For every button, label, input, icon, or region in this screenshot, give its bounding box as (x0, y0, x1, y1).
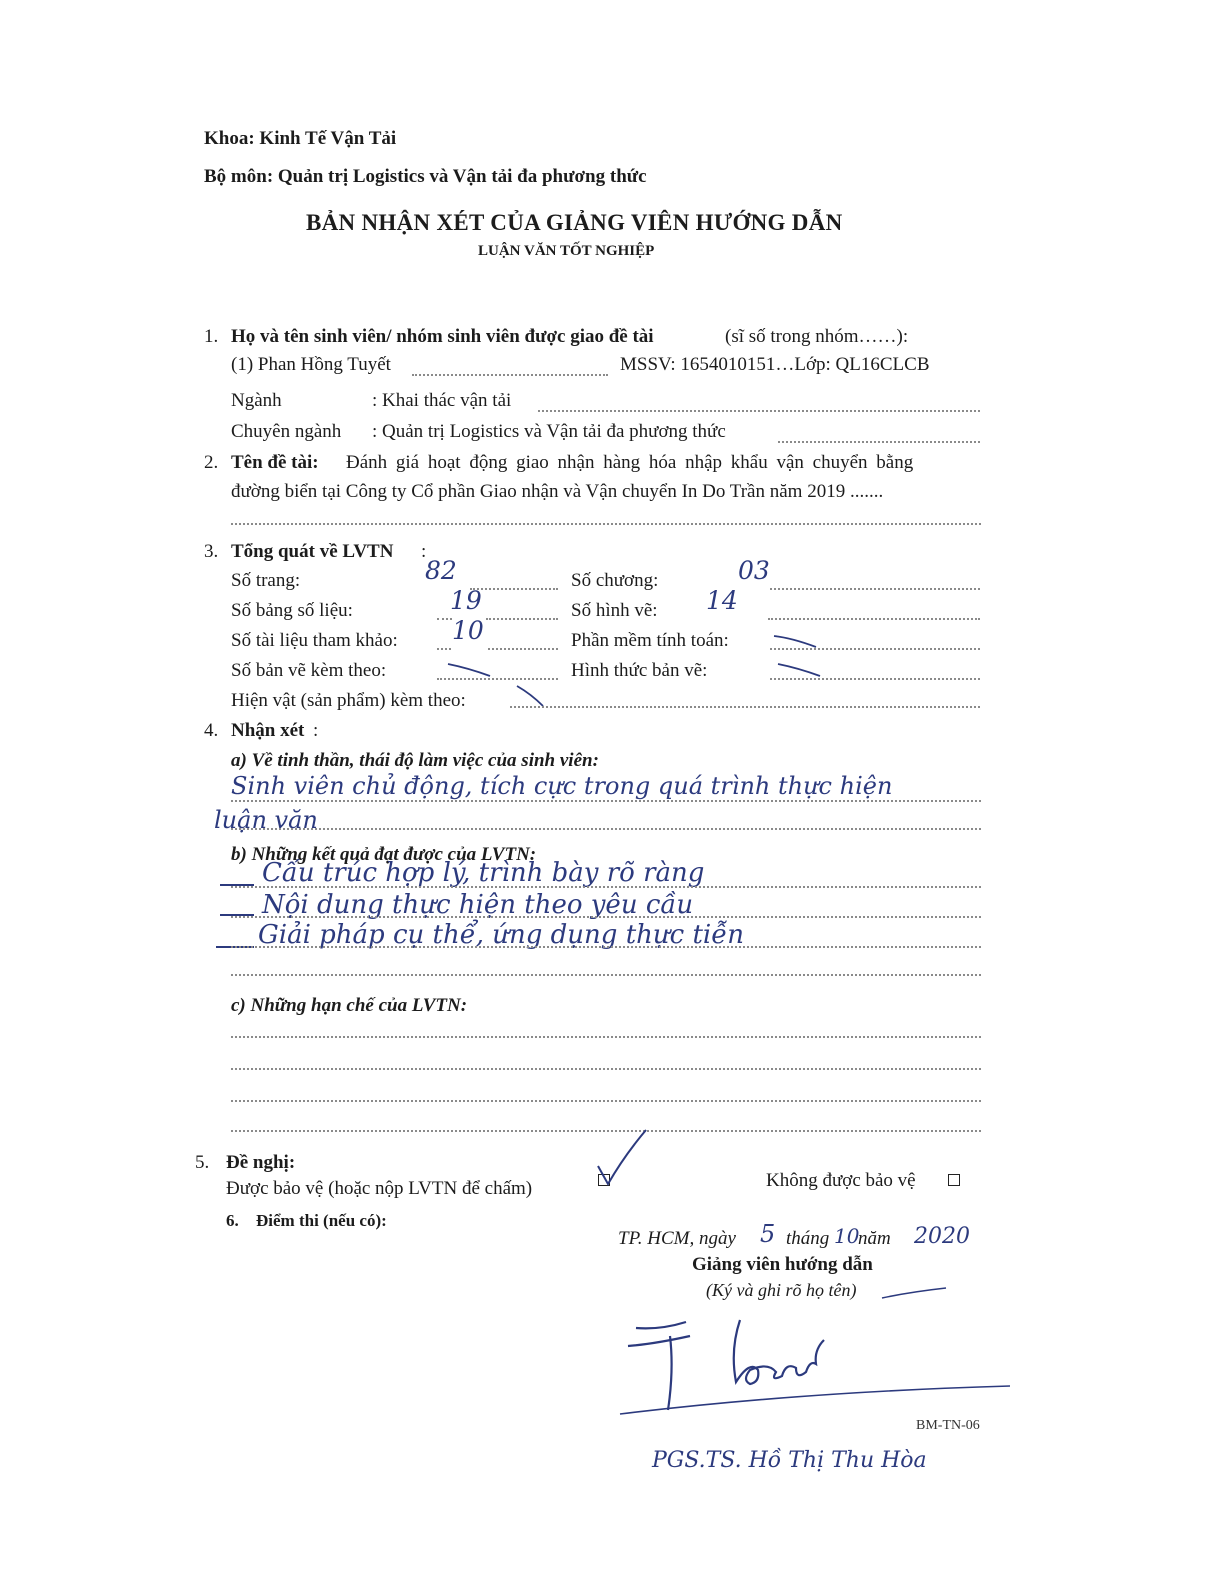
comment-c-dots-2 (231, 1068, 981, 1070)
student-name-dots (412, 374, 608, 376)
approve-check-mark (594, 1126, 650, 1192)
reject-checkbox[interactable] (948, 1174, 960, 1186)
specialty-dots (778, 441, 980, 443)
date-year-label: năm (858, 1228, 891, 1249)
section-5-heading: Đề nghị: (226, 1152, 296, 1173)
section-4-number: 4. (204, 720, 219, 741)
drawings-dots (437, 678, 558, 680)
comment-b-label: b) Những kết quả đạt được của LVTN: (231, 844, 537, 865)
figures-label: Số hình vẽ: (571, 600, 658, 621)
document-title: BẢN NHẬN XÉT CỦA GIẢNG VIÊN HƯỚNG DẪN (306, 210, 843, 235)
figures-dots (768, 618, 980, 620)
drawings-label: Số bản vẽ kèm theo: (231, 660, 387, 681)
references-label: Số tài liệu tham khảo: (231, 630, 398, 651)
thesis-title-dots (231, 523, 981, 525)
section-3-number: 3. (204, 541, 219, 562)
advisor-role: Giảng viên hướng dẫn (692, 1254, 873, 1275)
drawing-form-label: Hình thức bản vẽ: (571, 660, 708, 681)
comment-a-label: a) Về tinh thần, thái độ làm việc của sinh viên: (231, 750, 599, 771)
thesis-title-line-2: đường biển tại Công ty Cổ phần Giao nhận và Vận chuyển In Do Trần năm 2019 ....... (231, 481, 884, 502)
section-1-number: 1. (204, 326, 219, 347)
specialty-value: : Quản trị Logistics và Vận tải đa phương thức (372, 421, 726, 442)
reject-label: Không được bảo vệ (766, 1170, 916, 1191)
section-2-heading: Tên đề tài: (231, 452, 319, 473)
chapters-value: 03 (738, 556, 770, 585)
signature-instruction: (Ký và ghi rõ họ tên) (706, 1280, 857, 1300)
software-dots (770, 648, 980, 650)
section-6-number: 6. (226, 1211, 239, 1230)
department-label: Bộ môn: Quản trị Logistics và Vận tải đa phương thức (204, 166, 647, 187)
approve-label: Được bảo vệ (hoặc nộp LVTN để chấm) (226, 1178, 533, 1199)
comment-a-handwriting-2: luận văn (214, 806, 318, 834)
comment-b-dots-4 (231, 974, 981, 976)
form-code: BM-TN-06 (916, 1418, 980, 1433)
specialty-label: Chuyên ngành (231, 421, 342, 442)
student-name: (1) Phan Hồng Tuyết (231, 354, 391, 375)
date-day: 5 (760, 1220, 776, 1248)
comment-c-dots-1 (231, 1036, 981, 1038)
major-label: Ngành (231, 390, 282, 411)
section-1-heading: Họ và tên sinh viên/ nhóm sinh viên được giao đề tài (231, 326, 654, 347)
section-3-colon: : (421, 541, 427, 562)
section-1-heading-note: (sĩ số trong nhóm……): (725, 326, 909, 347)
pages-label: Số trang: (231, 570, 301, 591)
date-year: 2020 (914, 1224, 970, 1249)
comment-b-dots-3 (231, 946, 981, 948)
software-label: Phần mềm tính toán: (571, 630, 729, 651)
major-dots (538, 410, 980, 412)
comment-b-handwriting-1: Cấu trúc hợp lý, trình bày rõ ràng (262, 858, 705, 888)
tables-dots (486, 618, 558, 620)
section-2-number: 2. (204, 452, 219, 473)
comment-a-handwriting-1: Sinh viên chủ động, tích cực trong quá trình thực hiện (231, 772, 893, 800)
section-3-heading: Tổng quát về LVTN (231, 541, 394, 562)
date-month-label: tháng (786, 1228, 830, 1249)
section-4-heading: Nhận xét (231, 720, 305, 741)
comment-b-handwriting-2: Nội dung thực hiện theo yêu cầu (262, 890, 694, 920)
section-6-heading: Điểm thi (nếu có): (256, 1211, 387, 1230)
artifacts-label: Hiện vật (sản phẩm) kèm theo: (231, 690, 466, 711)
chapters-dots (770, 588, 980, 590)
pages-value: 82 (425, 556, 457, 585)
drawing-form-dots (770, 678, 980, 680)
comment-b-dots-2 (231, 916, 981, 918)
thesis-title-line-1: Đánh giá hoạt động giao nhận hàng hóa nhập khẩu vận chuyển bằng (346, 452, 914, 473)
student-id-class: MSSV: 1654010151…Lớp: QL16CLCB (620, 354, 930, 375)
comment-c-dots-3 (231, 1100, 981, 1102)
chapters-label: Số chương: (571, 570, 659, 591)
drawings-dash-mark (444, 660, 494, 680)
major-value: : Khai thác vận tải (372, 390, 512, 411)
comment-a-dots-1 (231, 800, 981, 802)
faculty-label: Khoa: Kinh Tế Vận Tải (204, 128, 397, 149)
comment-c-label: c) Những hạn chế của LVTN: (231, 995, 468, 1016)
tables-label: Số bảng số liệu: (231, 600, 353, 621)
section-5-number: 5. (195, 1152, 210, 1173)
references-value: 10 (452, 616, 484, 645)
references-dots-lead (437, 648, 451, 650)
references-dots (488, 648, 558, 650)
drawing-form-dash-mark (774, 660, 824, 680)
artifacts-dots (510, 706, 980, 708)
figures-value: 14 (706, 586, 738, 615)
signer-name-stamp: PGS.TS. Hồ Thị Thu Hòa (652, 1448, 927, 1473)
comment-b-handwriting-3: Giải pháp cụ thể, ứng dụng thực tiễn (258, 920, 744, 950)
tables-dots-lead (437, 618, 452, 620)
signature-underline-stroke (880, 1286, 950, 1302)
comment-b-dots-1 (231, 886, 981, 888)
date-month: 10 (834, 1224, 860, 1248)
comment-a-dots-2 (231, 828, 981, 830)
date-prefix: TP. HCM, ngày (618, 1228, 736, 1249)
pages-dots (470, 588, 558, 590)
section-4-colon: : (313, 720, 319, 741)
handwritten-signature (600, 1310, 1020, 1430)
tables-value: 19 (450, 586, 482, 615)
document-subtitle: LUẬN VĂN TỐT NGHIỆP (478, 243, 655, 259)
